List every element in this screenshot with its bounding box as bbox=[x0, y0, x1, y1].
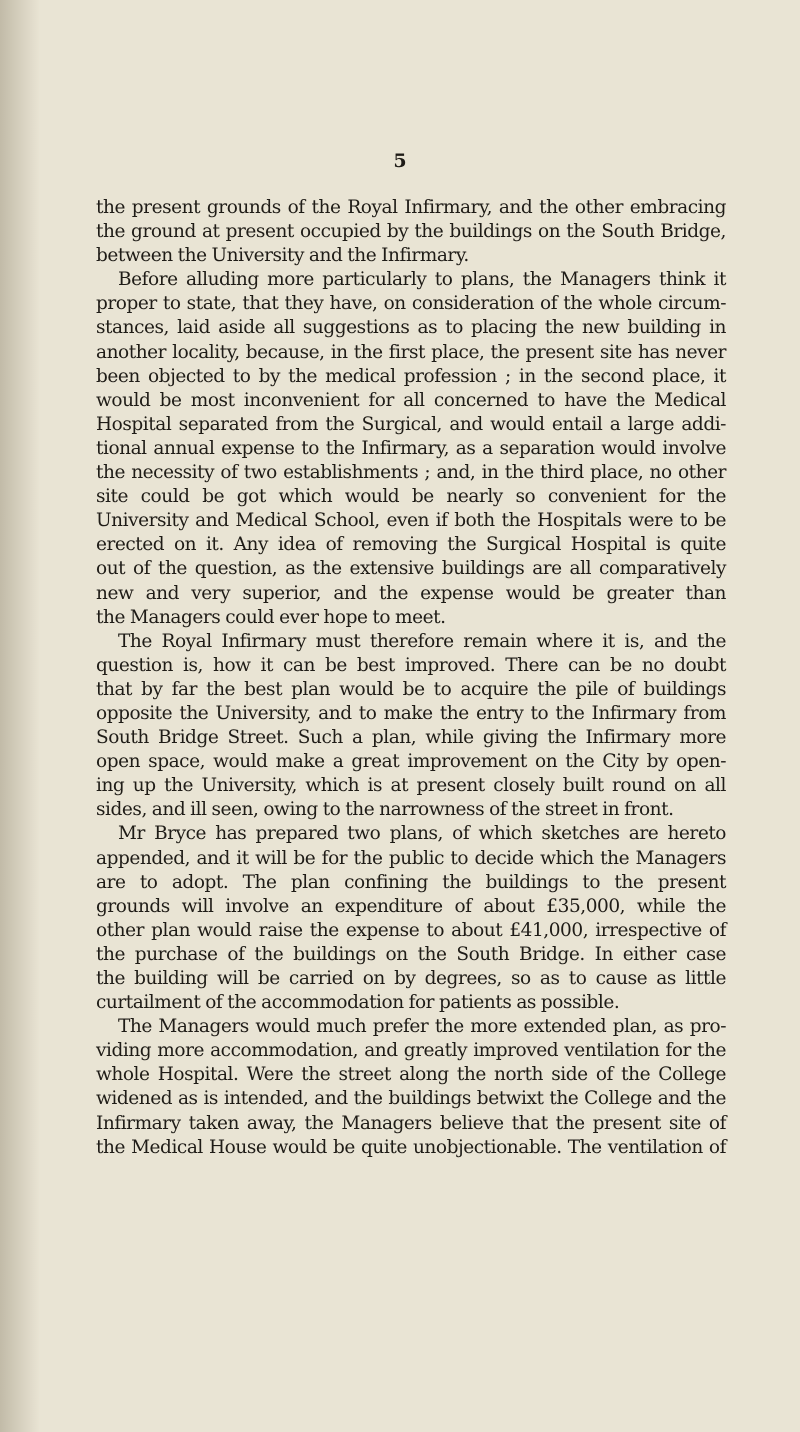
text-line: between the University and the Infirmary. bbox=[96, 245, 469, 267]
text-line: curtailment of the accommodation for patients as possible. bbox=[96, 992, 620, 1014]
text-line: Before alluding more particularly to plans, the Managers think it bbox=[118, 269, 726, 291]
text-line: question is, how it can be best improved. There can be no doubt bbox=[96, 654, 726, 676]
text-line: site could be got which would be nearly so convenient for the bbox=[96, 486, 726, 508]
page-edge-shadow bbox=[0, 0, 40, 1432]
text-line: Infirmary taken away, the Managers believe that the present site of bbox=[96, 1112, 726, 1134]
text-line: erected on it. Any idea of removing the Surgical Hospital is quite bbox=[96, 534, 726, 556]
text-line: The Managers would much prefer the more extended plan, as pro- bbox=[118, 1016, 726, 1038]
text-line: been objected to by the medical profession ; in the second place, it bbox=[96, 365, 726, 387]
text-line: the building will be carried on by degrees, so as to cause as little bbox=[96, 968, 726, 989]
text-line: whole Hospital. Were the street along the north side of the College bbox=[96, 1064, 726, 1086]
text-line: out of the question, as the extensive buildings are all comparatively bbox=[96, 558, 726, 580]
text-line: that by far the best plan would be to acquire the pile of buildings bbox=[96, 678, 726, 700]
text-line: stances, laid aside all suggestions as to placing the new building in bbox=[96, 317, 726, 339]
text-line: Hospital separated from the Surgical, and would entail a large addi- bbox=[96, 413, 726, 435]
text-line: the necessity of two establishments ; and, in the third place, no other bbox=[96, 462, 726, 484]
text-line: the Managers could ever hope to meet. bbox=[96, 606, 446, 628]
text-line: ing up the University, which is at present closely built round on all bbox=[96, 775, 726, 797]
text-line: the present grounds of the Royal Infirmary, and the other embracing bbox=[96, 197, 726, 218]
text-line: tional annual expense to the Infirmary, as a separation would involve bbox=[96, 437, 726, 459]
text-line: the Medical House would be quite unobjectionable. The ventilation of bbox=[96, 1136, 726, 1158]
text-line: other plan would raise the expense to about £41,000, irrespective of bbox=[96, 919, 726, 941]
text-line: open space, would make a great improvement on the City by open- bbox=[96, 751, 726, 773]
text-line: would be most inconvenient for all concerned to have the Medical bbox=[96, 389, 726, 411]
text-line: University and Medical School, even if both the Hospitals were to be bbox=[96, 510, 726, 532]
text-line: are to adopt. The plan confining the buildings to the present bbox=[96, 871, 726, 893]
text-line: another locality, because, in the first place, the present site has never bbox=[96, 341, 726, 363]
page-number: 5 bbox=[393, 150, 407, 172]
text-line: proper to state, that they have, on consideration of the whole circum- bbox=[96, 293, 726, 315]
text-line: sides, and ill seen, owing to the narrowness of the street in front. bbox=[96, 799, 674, 821]
text-line: widened as is intended, and the buildings betwixt the College and the bbox=[96, 1088, 726, 1110]
text-line: grounds will involve an expenditure of about £35,000, while the bbox=[96, 895, 726, 917]
text-line: the ground at present occupied by the buildings on the South Bridge, bbox=[96, 221, 726, 243]
text-line: viding more accommodation, and greatly improved ventilation for the bbox=[96, 1040, 726, 1062]
text-line: South Bridge Street. Such a plan, while giving the Infirmary more bbox=[96, 727, 726, 749]
text-line: The Royal Infirmary must therefore remain where it is, and the bbox=[118, 630, 726, 652]
text-line: new and very superior, and the expense would be greater than bbox=[96, 582, 726, 604]
text-line: appended, and it will be for the public to decide which the Managers bbox=[96, 847, 726, 869]
text-line: Mr Bryce has prepared two plans, of which sketches are hereto bbox=[118, 823, 726, 845]
text-line: the purchase of the buildings on the South Bridge. In either case bbox=[96, 943, 726, 965]
text-line: opposite the University, and to make the entry to the Infirmary from bbox=[96, 702, 726, 724]
body-text bbox=[96, 196, 726, 1160]
